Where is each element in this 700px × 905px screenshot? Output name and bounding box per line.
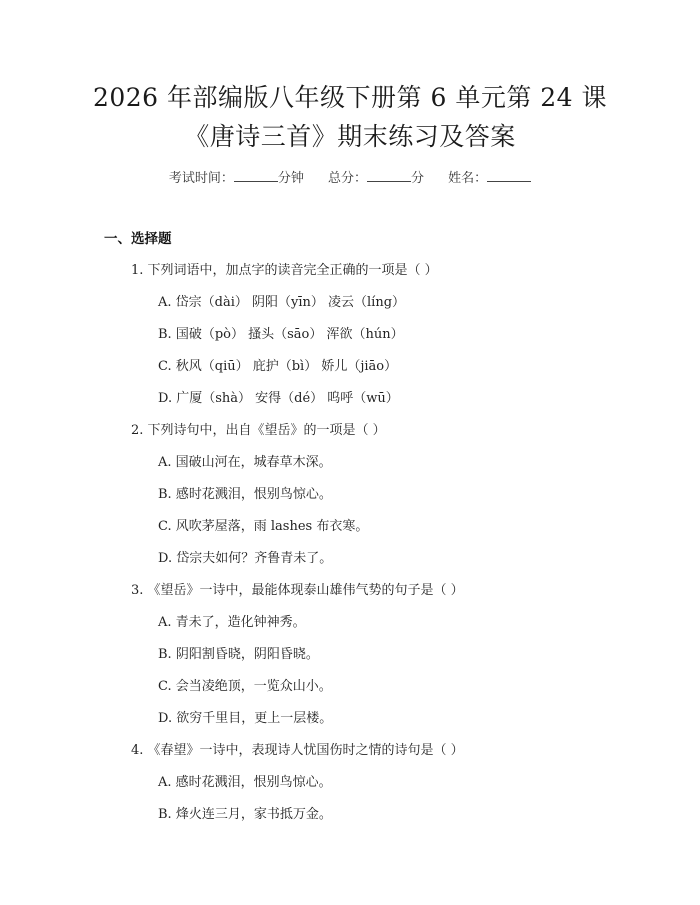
question-2-stem: 2. 下列诗句中，出自《望岳》的一项是（ ）	[131, 423, 386, 438]
exam-time-field	[169, 168, 304, 189]
question-4-option-a: A. 感时花溅泪，恨别鸟惊心。	[158, 775, 332, 790]
page-title-line-1: 2026 年部编版八年级下册第 6 单元第 24 课	[92, 83, 608, 112]
exam-time-label: 考试时间：	[168, 171, 234, 186]
total-score-unit: 分	[411, 171, 425, 186]
student-name-field	[448, 168, 531, 189]
student-name-label: 姓名：	[448, 171, 488, 186]
question-3-option-a: A. 青未了，造化钟神秀。	[158, 615, 306, 630]
exam-time-unit: 分钟	[277, 171, 304, 186]
question-1-stem: 1. 下列词语中，加点字的读音完全正确的一项是（ ）	[131, 263, 438, 278]
question-2-option-c: C. 风吹茅屋落，雨 lashes 布衣寒。	[158, 519, 369, 534]
question-3-option-c: C. 会当凌绝顶，一览众山小。	[158, 679, 332, 694]
section-heading: 一、选择题	[104, 231, 172, 247]
question-1-option-c: C. 秋风（qiū） 庇护（bì） 娇儿（jiāo）	[158, 359, 398, 374]
total-score-label: 总分：	[327, 171, 367, 186]
exam-meta	[0, 168, 700, 189]
student-name-blank	[487, 168, 531, 182]
question-4-option-b: B. 烽火连三月，家书抵万金。	[158, 807, 332, 822]
exam-time-blank	[234, 168, 278, 182]
question-2-option-b: B. 感时花溅泪，恨别鸟惊心。	[158, 487, 332, 502]
question-3-option-b: B. 阴阳割昏晓，阴阳昏晓。	[158, 647, 319, 662]
total-score-blank	[367, 168, 411, 182]
question-3-stem: 3. 《望岳》一诗中，最能体现泰山雄伟气势的句子是（ ）	[131, 583, 464, 598]
total-score-field	[328, 168, 424, 189]
question-4-stem: 4. 《春望》一诗中，表现诗人忧国伤时之情的诗句是（ ）	[131, 743, 464, 758]
question-1-option-b: B. 国破（pò） 搔头（sāo） 浑欲（hún）	[158, 327, 404, 342]
question-3-option-d: D. 欲穷千里目，更上一层楼。	[158, 711, 333, 726]
question-2-option-d: D. 岱宗夫如何？齐鲁青未了。	[158, 551, 333, 566]
question-1-option-a: A. 岱宗（dài） 阴阳（yīn） 凌云（líng）	[158, 295, 406, 310]
page-title-line-2: 《唐诗三首》期末练习及答案	[184, 122, 516, 151]
question-1-option-d: D. 广厦（shà） 安得（dé） 呜呼（wū）	[158, 391, 399, 406]
question-2-option-a: A. 国破山河在，城春草木深。	[158, 455, 332, 470]
